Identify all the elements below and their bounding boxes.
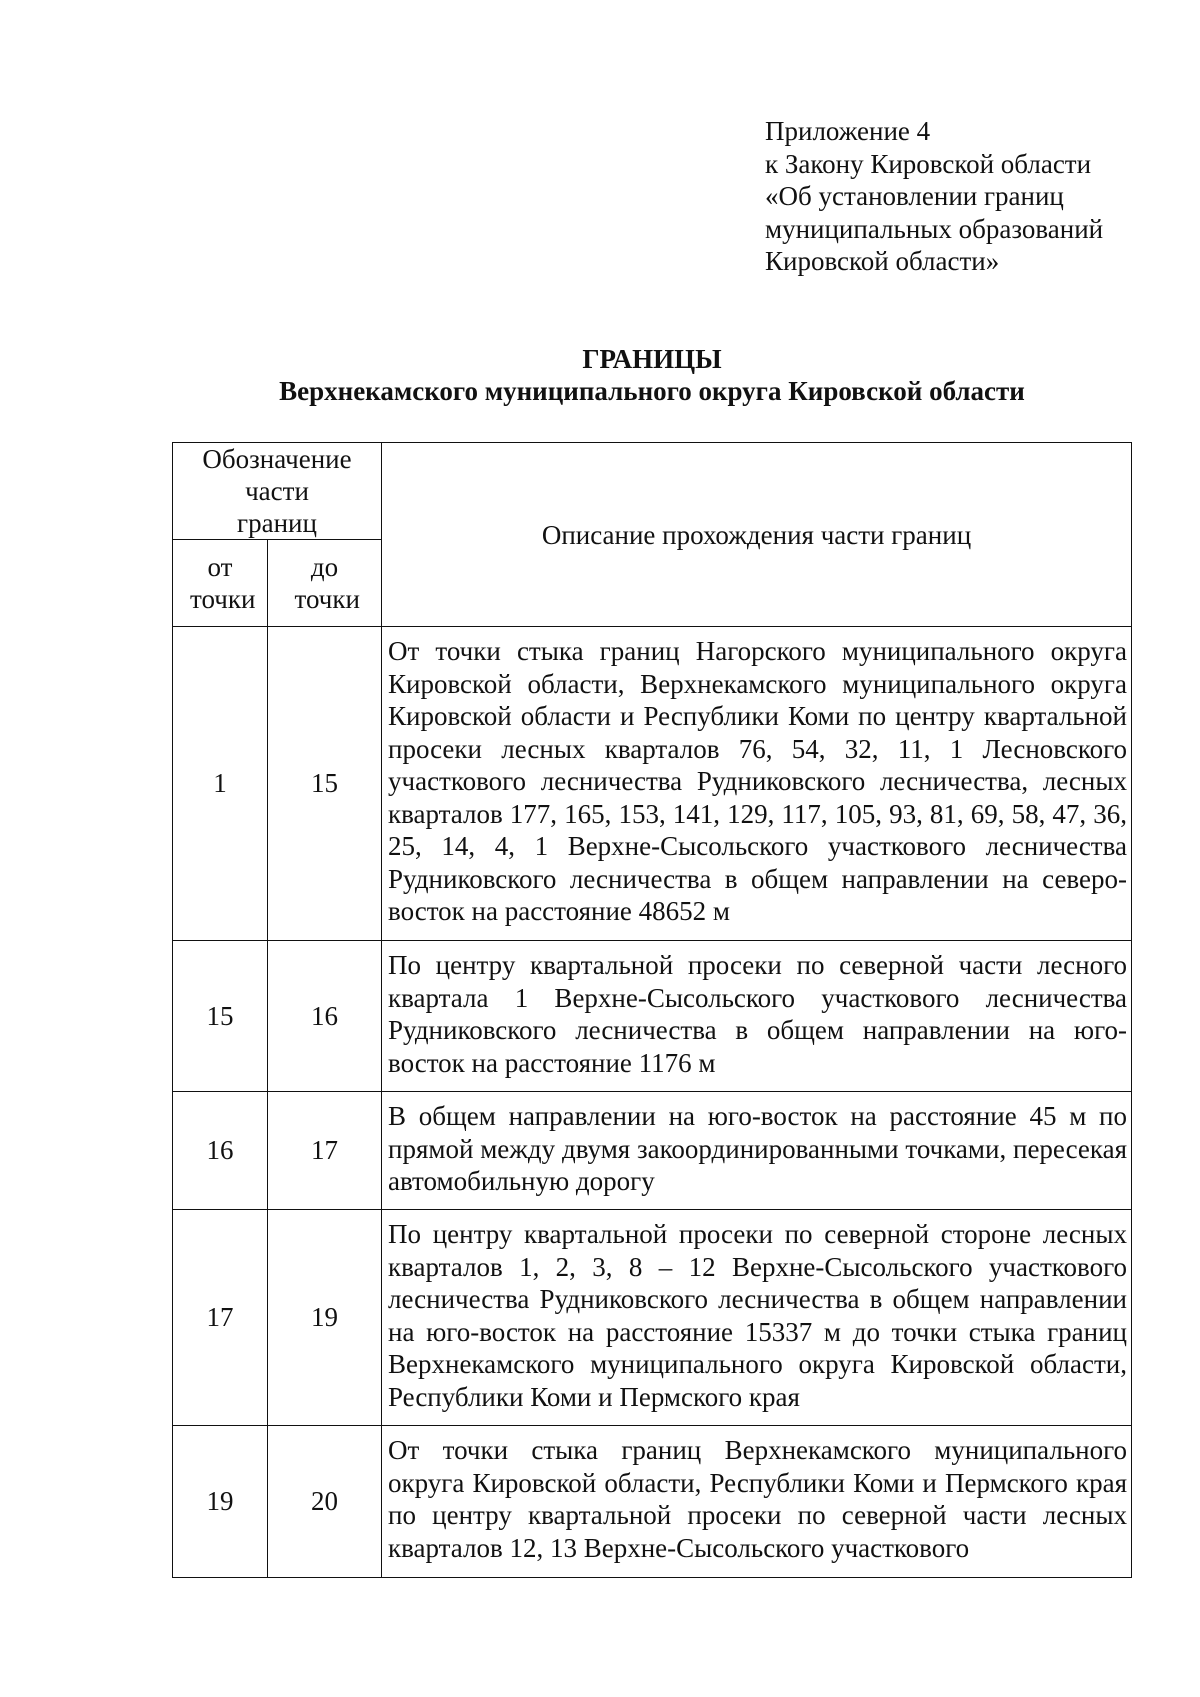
from-point-cell: 17 [173, 1210, 268, 1426]
table-row [173, 941, 1132, 1092]
document-title: ГРАНИЦЫ [582, 344, 722, 374]
header-to-label: до точки [294, 552, 360, 614]
to-point-cell: 20 [268, 1426, 382, 1578]
description-cell: В общем направлении на юго-восток на расстояние 45 м по прямой между двумя закоординированными точками, пересекая автомобильную дорогу [382, 1092, 1132, 1210]
description-cell: По центру квартальной просеки по северной стороне лесных кварталов 1, 2, 3, 8 – 12 Верхне-Сысольского участкового лесничества Рудниковского лесничества в общем направлении на юго-восток на расстояние 15337 м до точки стыка границ Верхнекамского муниципального округа Кировской области, Республики Коми и Пермского края [382, 1210, 1132, 1426]
table-row [173, 1092, 1132, 1210]
header-from-point [173, 540, 268, 627]
table-row [173, 1210, 1132, 1426]
to-point-cell: 15 [268, 627, 382, 941]
from-point-cell: 15 [173, 941, 268, 1092]
document-subtitle: Верхнекамского муниципального округа Кировской области [279, 376, 1025, 406]
description-cell: От точки стыка границ Нагорского муниципального округа Кировской области, Верхнекамского муниципального округа Кировской области и Республики Коми по центру квартальной просеки лесных кварталов 76, 54, 32, 11, 1 Лесновского участкового лесничества Рудниковского лесничества, лесных кварталов 177, 165, 153, 141, 129, 117, 105, 93, 81, 69, 58, 47, 36, 25, 14, 4, 1 Верхне-Сысольского участкового лесничества Рудниковского лесничества в общем направлении на северо-восток на расстояние 48652 м [382, 627, 1132, 941]
from-point-cell: 19 [173, 1426, 268, 1578]
header-from-label: от точки [190, 552, 256, 614]
from-point-cell: 16 [173, 1092, 268, 1210]
to-point-cell: 17 [268, 1092, 382, 1210]
appendix-note [765, 115, 1103, 278]
appendix-line: Приложение 4 [765, 116, 931, 146]
to-point-cell: 16 [268, 941, 382, 1092]
to-point-cell: 19 [268, 1210, 382, 1426]
appendix-line: Кировской области» [765, 246, 1000, 276]
boundaries-table [172, 442, 1132, 1578]
description-cell: От точки стыка границ Верхнекамского муниципального округа Кировской области, Республики Коми и Пермского края по центру квартальной просеки по северной части лесных кварталов 12, 13 Верхне-Сысольского участкового [382, 1426, 1132, 1578]
header-description: Описание прохождения части границ [382, 443, 1132, 627]
table-row [173, 1426, 1132, 1578]
header-to-point [268, 540, 382, 627]
header-boundary-designation [173, 443, 382, 540]
header-group-label: Обозначение части границ [202, 444, 352, 538]
from-point-cell: 1 [173, 627, 268, 941]
appendix-line: «Об установлении границ [765, 181, 1064, 211]
appendix-line: к Закону Кировской области [765, 148, 1092, 179]
appendix-line: муниципальных образований [765, 213, 1104, 244]
table-header-row [173, 443, 1132, 540]
description-cell: По центру квартальной просеки по северной части лесного квартала 1 Верхне-Сысольского участкового лесничества Рудниковского лесничества в общем направлении на юго-восток на расстояние 1176 м [382, 941, 1132, 1092]
table-row [173, 627, 1132, 941]
